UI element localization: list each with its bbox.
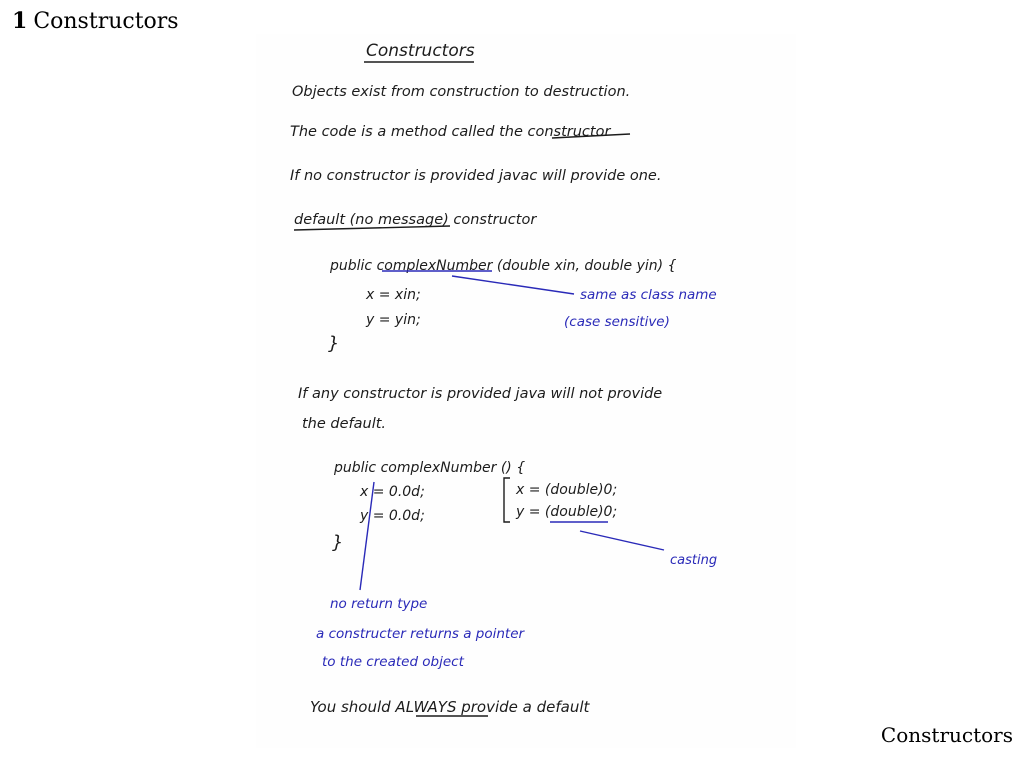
code1-close: }	[328, 333, 340, 354]
notes-line-4: default (no message) constructor	[294, 212, 537, 228]
notes-drawing	[256, 34, 796, 748]
slide-number: 1	[12, 8, 28, 34]
notes-heading: Constructors	[366, 41, 475, 61]
ann-case-sensitive: (case sensitive)	[564, 314, 670, 330]
ann-no-return-type: no return type	[330, 596, 428, 612]
slide-header	[12, 8, 179, 34]
classname-arrow	[452, 276, 574, 294]
code2-y: y = 0.0d;	[360, 508, 425, 524]
ann-pointer-2: to the created object	[322, 654, 464, 670]
handwritten-notes-scan	[256, 34, 796, 748]
notes-last-line: You should ALWAYS provide a default	[310, 698, 590, 716]
ann-same-as-class: same as class name	[580, 287, 717, 303]
code2-alt-x: x = (double)0;	[516, 482, 618, 498]
code1-signature: public complexNumber (double xin, double yin) {	[330, 258, 677, 274]
alt-bracket	[504, 478, 510, 522]
notes-line-5a: If any constructor is provided java will not provide	[298, 386, 663, 402]
notes-line-1: Objects exist from construction to destruction.	[292, 84, 631, 100]
code2-signature: public complexNumber () {	[334, 460, 526, 476]
code2-close: }	[332, 532, 344, 553]
code1-x: x = xin;	[366, 287, 421, 303]
casting-arrow	[580, 531, 664, 550]
ann-pointer-1: a constructer returns a pointer	[316, 626, 525, 642]
code2-alt-y: y = (double)0;	[516, 504, 618, 520]
slide-footer: Constructors	[880, 723, 1013, 747]
code1-y: y = yin;	[366, 312, 421, 328]
notes-line-3: If no constructor is provided javac will provide one.	[290, 168, 662, 184]
slide-title: Constructors	[33, 9, 179, 34]
code2-x: x = 0.0d;	[360, 484, 425, 500]
notes-line-5b: the default.	[302, 416, 387, 432]
notes-line-2: The code is a method called the constructor	[290, 124, 611, 140]
ann-casting: casting	[670, 553, 718, 568]
